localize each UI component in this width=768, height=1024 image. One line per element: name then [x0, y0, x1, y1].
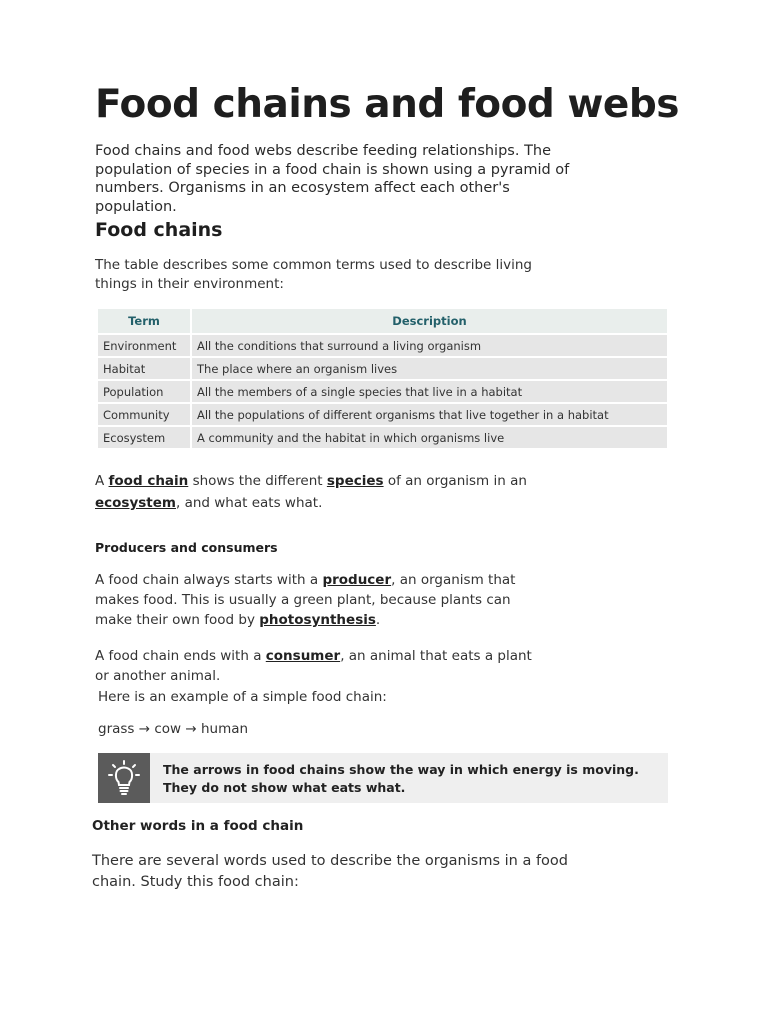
term-cell: Environment [98, 335, 190, 356]
ecosystem-link[interactable]: ecosystem [95, 495, 176, 511]
terms-table [96, 307, 669, 450]
description-column-header: Description [192, 309, 667, 333]
consumer-paragraph [95, 646, 535, 686]
tip-text: The arrows in food chains show the way in which energy is moving. They do not show what eats what. [163, 762, 639, 795]
description-cell: A community and the habitat in which organisms live [192, 427, 667, 448]
food-chains-heading: Food chains [95, 219, 223, 241]
producer-paragraph [95, 570, 525, 630]
table-row [98, 335, 667, 356]
other-words-heading: Other words in a food chain [92, 818, 304, 834]
table-header-row [98, 309, 667, 333]
food-chain-link[interactable]: food chain [108, 473, 189, 489]
text-run: shows the different [188, 473, 327, 489]
tip-box [98, 753, 668, 803]
text-run: A food chain always starts with a [95, 572, 323, 588]
producer-link[interactable]: producer [322, 572, 392, 588]
text-run: , an animal that eats a plant or another animal. [95, 648, 532, 684]
lightbulb-icon [108, 760, 140, 796]
table-row [98, 427, 667, 448]
tip-icon-container [98, 753, 150, 803]
table-intro-paragraph: The table describes some common terms used to describe living things in their environment: [95, 257, 532, 292]
consumer-link[interactable]: consumer [265, 648, 341, 664]
term-cell: Community [98, 404, 190, 425]
intro-paragraph: Food chains and food webs describe feeding relationships. The population of species in a food chain is shown using a pyramid of numbers. Organisms in an ecosystem affect each other's population. [95, 143, 570, 215]
example-intro: Here is an example of a simple food chain: [98, 689, 387, 705]
description-cell: All the conditions that surround a living organism [192, 335, 667, 356]
text-run: A food chain ends with a [95, 648, 266, 664]
other-words-paragraph: There are several words used to describe the organisms in a food chain. Study this food chain: [92, 853, 568, 890]
species-link[interactable]: species [326, 473, 384, 489]
page-title: Food chains and food webs [95, 82, 680, 127]
term-cell: Population [98, 381, 190, 402]
table-row [98, 381, 667, 402]
text-run: , and what eats what. [175, 495, 323, 511]
text-run: , an organism that makes food. This is usually a green plant, because plants can make their own food by [95, 572, 516, 628]
description-cell: The place where an organism lives [192, 358, 667, 379]
table-row [98, 358, 667, 379]
term-cell: Ecosystem [98, 427, 190, 448]
table-row [98, 404, 667, 425]
term-column-header: Term [98, 309, 190, 333]
description-cell: All the populations of different organisms that live together in a habitat [192, 404, 667, 425]
text-run: . [375, 612, 381, 628]
text-run: of an organism in an [383, 473, 527, 489]
photosynthesis-link[interactable]: photosynthesis [259, 612, 376, 628]
text-run: A [95, 473, 109, 489]
food-chain-definition [95, 470, 555, 514]
description-cell: All the members of a single species that live in a habitat [192, 381, 667, 402]
producers-consumers-heading: Producers and consumers [95, 540, 278, 555]
term-cell: Habitat [98, 358, 190, 379]
example-food-chain: grass → cow → human [98, 721, 249, 737]
